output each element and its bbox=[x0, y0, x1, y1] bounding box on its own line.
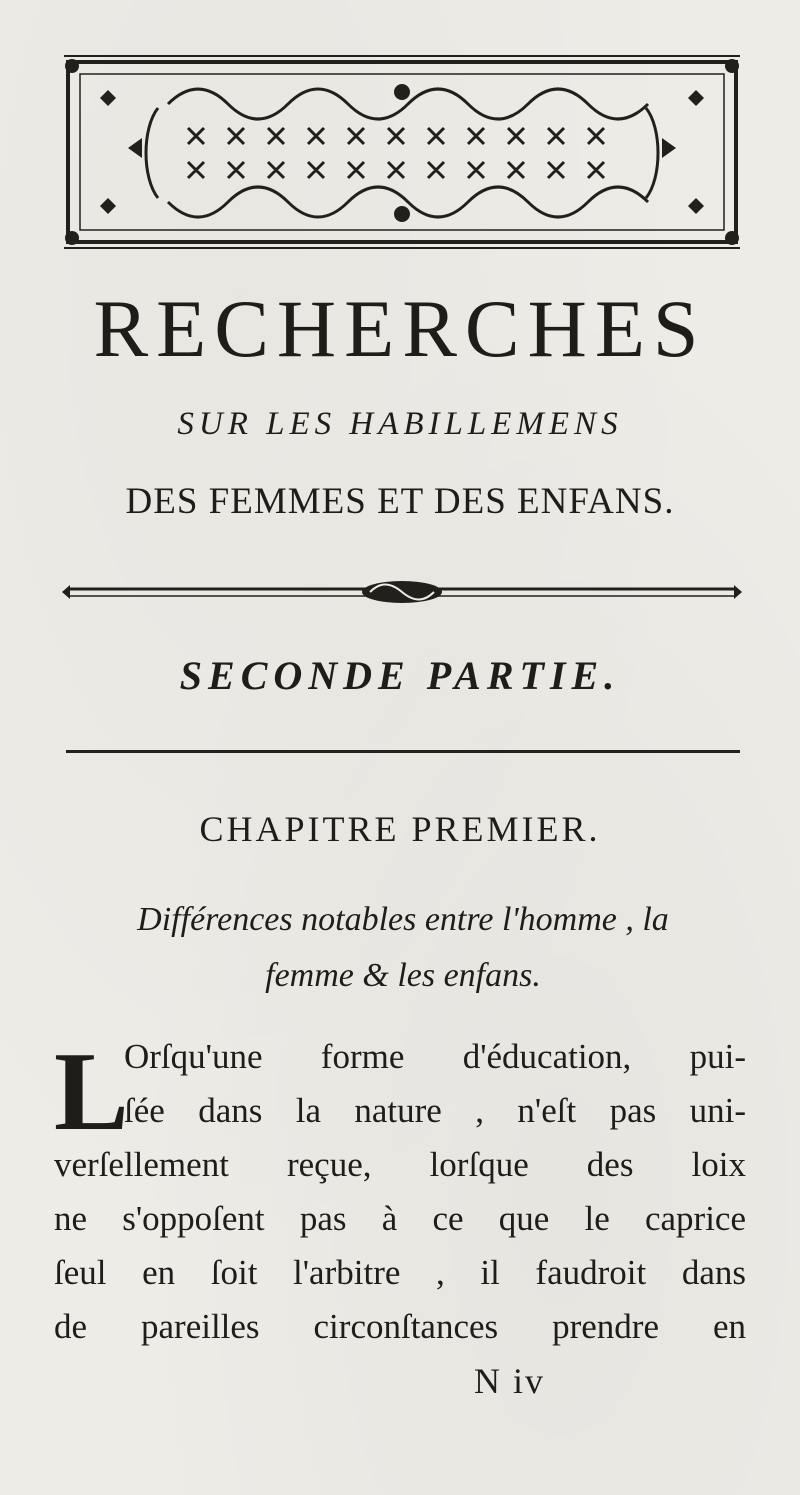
summary-line-2: femme & les enfans. bbox=[265, 957, 541, 994]
drop-cap: L bbox=[54, 1030, 129, 1154]
signature-mark: N iv bbox=[474, 1361, 545, 1401]
body-line: de pareilles circonſtances prendre en bbox=[54, 1307, 746, 1346]
body-paragraph bbox=[54, 1030, 746, 1354]
body-line: Orſqu'une forme d'éducation, pui- bbox=[124, 1037, 746, 1076]
part-heading: SECONDE PARTIE. bbox=[179, 653, 621, 698]
body-line: ne s'oppoſent pas à ce que le caprice bbox=[54, 1199, 746, 1238]
summary-line-1: Différences notables entre l'homme , la bbox=[137, 901, 669, 938]
book-title: RECHERCHES bbox=[93, 283, 707, 374]
body-line: verſellement reçue, lorſque des loix bbox=[54, 1145, 746, 1184]
subtitle-line-1: SUR LES HABILLEMENS bbox=[177, 406, 623, 442]
ornamental-rule-icon bbox=[58, 576, 746, 608]
divider-rule bbox=[66, 750, 740, 753]
headpiece-ornament-icon bbox=[58, 48, 746, 258]
ornamental-headpiece bbox=[58, 48, 746, 258]
body-line: ſeul en ſoit l'arbitre , il faudroit dans bbox=[54, 1253, 746, 1292]
subtitle-line-2: DES FEMMES ET DES ENFANS. bbox=[125, 481, 675, 522]
body-line: ſée dans la nature , n'eſt pas uni- bbox=[124, 1091, 746, 1130]
chapter-heading: CHAPITRE PREMIER. bbox=[199, 809, 601, 849]
chapter-summary bbox=[56, 892, 750, 1004]
ornamental-rule bbox=[58, 576, 746, 608]
